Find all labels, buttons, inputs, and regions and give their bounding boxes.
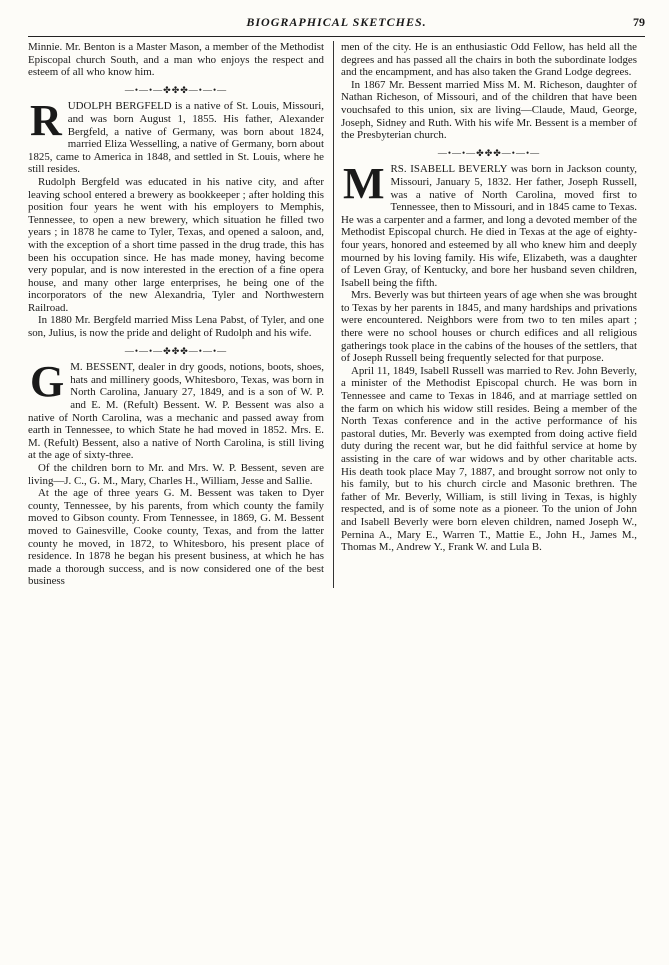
bessent-intro — [28, 357, 324, 462]
paragraph: In 1880 Mr. Bergfeld married Miss Lena Pabst, of Tyler, and one son, Julius, is now the pride and delight of Rudolph and his wife. — [28, 314, 324, 340]
page-number: 79 — [633, 15, 645, 29]
paragraph: April 11, 1849, Isabell Russell was married to Rev. John Beverly, a minister of the Methodist Episcopal church. He was born in Tennessee and came to Texas in 1846, and at marriage settled on the farm on which his widow still resides. Being a member of the North Texas conference and in the active performance of his pastoral duties, Mr. Beverly was exempted from doing active field duty during the recent war, but he did faithful service at home by assisting in the care of war widows and by other charitable acts. His death took place May 7, 1887, and brought sorrow not only to his family, but to his church circle and Masonic brethren. The father of Mr. Beverly, William, is still living in Texas, is highly respected, and is of some note as a pioneer. To the union of John and Isabell Beverly were born eleven children, named Joseph W., Pernina A., Mary E., Warren T., Mattie E., John H., James M., Thomas M., Andrew Y., Frank W. and Lula B. — [341, 364, 637, 554]
paragraph: Of the children born to Mr. and Mrs. W. P. Bessent, seven are living—J. C., G. M., Mary, Charles H., William, Jesse and Sallie. — [28, 462, 324, 487]
section-ornament: —•—•—✤✤✤—•—•— — [437, 147, 541, 158]
paragraph: men of the city. He is an enthusiastic Odd Fellow, has held all the degrees and has passed all the chairs in both the subordinate lodges and the encampment, and has also taken the Grand Lodge degrees. — [341, 41, 637, 79]
paragraph: Mrs. Beverly was but thirteen years of age when she was brought to Texas by her parents in 1845, and many hardships and privations were encountered. Neighbors were from two to ten miles apart ; there were no school houses or church edifices and all religious gatherings took place in the cabins of the houses of the settlers, that of Joseph Russell being frequently selected for that purpose. — [341, 289, 637, 365]
left-column — [28, 41, 324, 588]
bergfeld-intro — [28, 96, 324, 176]
paragraph-text: UDOLPH BERGFELD is a native of St. Louis, Missouri, and was born August 1, 1855. His father, Alexander Bergfeld, a native of Germany, was born about 1824, married Eliza Wesselling, a native of Germany, born about 1825, came to America in 1848, and settled in St. Louis, where he still resides. — [28, 100, 324, 176]
paragraph: Minnie. Mr. Benton is a Master Mason, a member of the Methodist Episcopal church South, and a man who enjoys the respect and esteem of all who know him. — [28, 41, 324, 79]
drop-cap: M — [343, 159, 385, 209]
paragraph: At the age of three years G. M. Bessent was taken to Dyer county, Tennessee, by his parents, from which county the family moved to Gibson county. From Tennessee, in 1869, G. M. Bessent moved to Gainesville, Cooke county, Texas, and from the latter county he moved, in 1872, to Whitesboro, his present place of residence. In 1878 he began his present business, at which he has made a thorough success, and is now considered one of the best business — [28, 487, 324, 588]
paragraph: Rudolph Bergfeld was educated in his native city, and after leaving school entered a brewery as bookkeeper ; after holding this position four years he went with his employers to Memphis, Tennessee, to open a new brewery, which situation he filled two years ; in 1878 he came to Tyler, Texas, and opened a saloon, and, with the exception of a short time passed in the drug trade, this has been his occupation since. He has made money, having become very popular, and is now interested in the erection of a fine opera house, and many other large enterprises, he being one of the incorporators of the new Alexandria, Tyler and Northwestern Railroad. — [28, 175, 324, 314]
section-ornament: —•—•—✤✤✤—•—•— — [124, 84, 228, 95]
paragraph: In 1867 Mr. Bessent married Miss M. M. Richeson, daughter of Nathan Richeson, of Missouri, and of the children that have been vouchsafed to this union, six are living—Claude, Maud, George, Joseph, Sidney and Ruth. With his wife Mr. Bessent is a member of the Presbyterian church. — [341, 78, 637, 142]
drop-cap: G — [30, 357, 65, 407]
paragraph-text: RS. ISABELL BEVERLY was born in Jackson county, Missouri, January 5, 1832. Her father, Joseph Russell, was a native of North Carolina, moved first to Tennessee, then to Missouri, and in 1845 came to Texas. He was a carpenter and a farmer, and long a devoted member of the Methodist Episcopal church. He died in Texas at the age of eighty-four years, honored and esteemed by all who knew him and deeply mourned by his loving family. His wife, Elizabeth, was a daughter of Leven Gray, of Kentucky, and bore her husband seven children, Isabell being the fifth. — [341, 163, 637, 289]
beverly-intro — [341, 159, 637, 289]
running-title: BIOGRAPHICAL SKETCHES. — [246, 15, 427, 29]
drop-cap: R — [30, 96, 62, 146]
two-column-body — [28, 41, 647, 588]
section-ornament: —•—•—✤✤✤—•—•— — [124, 345, 228, 356]
paragraph-text: M. BESSENT, dealer in dry goods, notions, boots, shoes, hats and millinery goods, Whitesboro, Texas, was born in North Carolina, January 27, 1849, and is a son of W. P. and E. M. (Refult) Bessent. W. P. Bessent was also a native of North Carolina, was a mechanic and passed away from earth in Tennessee, to which State he had moved in 1852. Mrs. E. M. (Refult) Bessent, also a native of North Carolina, is still living at the age of sixty-three. — [28, 361, 324, 462]
column-rule — [333, 41, 334, 588]
right-column — [341, 41, 637, 588]
running-header — [28, 0, 645, 37]
